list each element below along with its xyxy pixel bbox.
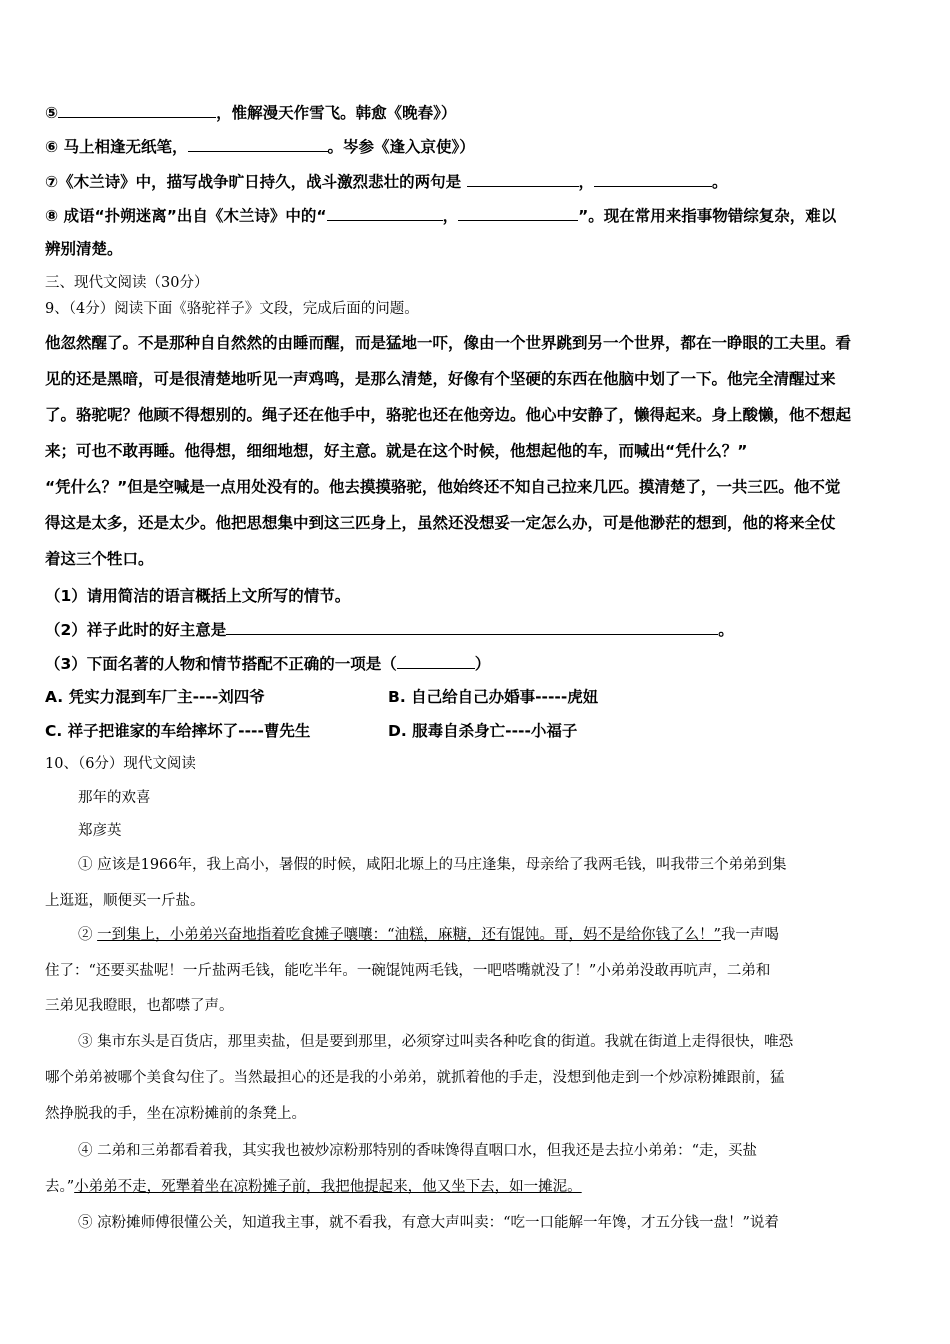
- paragraph-line: ④ 二弟和三弟都看着我，其实我也被炒凉粉那特别的香味馋得直咽口水，但我还是去拉小弟弟：“走，买盐: [78, 1143, 758, 1159]
- paragraph-line: 上逛逛，顺便买一斤盐。: [45, 893, 205, 909]
- paragraph-line: ② 一到集上，小弟弟兴奋地指着吃食摊子嚷嚷：“油糕，麻糖，还有馄饨。哥，妈不是给你钱了么！”我一声喝: [78, 927, 779, 943]
- answer-blank[interactable]: [397, 652, 475, 669]
- paragraph-line: ① 应该是1966年，我上高小，暑假的时候，咸阳北塬上的马庄逢集，母亲给了我两毛钱，叫我带三个弟弟到集: [78, 857, 787, 873]
- q9-passage-line: “凭什么？”但是空喊是一点用处没有的。他去摸摸骆驼，他始终还不知自己拉来几匹。摸清楚了，一共三匹。他不觉: [45, 478, 841, 496]
- q9-passage-line: 他忽然醒了。不是那种自自然然的由睡而醒，而是猛地一吓，像由一个世界跳到另一个世界，都在一睁眼的工夫里。看: [45, 334, 852, 352]
- answer-blank[interactable]: [188, 135, 328, 152]
- paragraph-line: 哪个弟弟被哪个美食勾住了。当然最担心的还是我的小弟弟，就抓着他的手走，没想到他走到一个炒凉粉摊跟前，猛: [45, 1070, 785, 1086]
- q9-passage-line: 得这是太多，还是太少。他把思想集中到这三匹身上，虽然还没想妥一定怎么办，可是他渺茫的想到，他的将来全仗: [45, 514, 836, 532]
- poetry-line-5: ⑤ ，惟解漫天作雪飞。韩愈《晚春》）: [45, 101, 456, 124]
- q9-header: 9、（4分）阅读下面《骆驼祥子》文段，完成后面的问题。: [45, 301, 419, 317]
- q9-sub2: （2）祥子此时的好主意是 。: [45, 618, 734, 641]
- answer-blank[interactable]: [458, 204, 578, 221]
- answer-blank[interactable]: [58, 101, 216, 118]
- paragraph-line: 去。”小弟弟不走，死犟着坐在凉粉摊子前，我把他提起来，他又坐下去，如一摊泥。: [45, 1179, 582, 1195]
- q9-passage-line: 见的还是黑暗，可是很清楚地听见一声鸡鸣，是那么清楚，好像有个坚硬的东西在他脑中划了一下。他完全清醒过来: [45, 370, 836, 388]
- q9-sub3: （3）下面名著的人物和情节搭配不正确的一项是（ ）: [45, 652, 490, 675]
- paragraph-line: 三弟见我瞪眼，也都噤了声。: [45, 998, 234, 1014]
- underlined-sentence: 一到集上，小弟弟兴奋地指着吃食摊子嚷嚷：“油糕，麻糖，还有馄饨。哥，妈不是给你钱了么！”: [97, 927, 721, 943]
- answer-blank[interactable]: [594, 170, 712, 187]
- section-title: 三、现代文阅读（30分）: [45, 275, 209, 291]
- answer-blank[interactable]: [467, 170, 579, 187]
- answer-blank[interactable]: [327, 204, 443, 221]
- paragraph-line: 然挣脱我的手，坐在凉粉摊前的条凳上。: [45, 1106, 306, 1122]
- q9-passage-line: 着这三个牲口。: [45, 550, 154, 568]
- paragraph-line: 住了：“还要买盐呢！一斤盐两毛钱，能吃半年。一碗馄饨两毛钱，一吧嗒嘴就没了！”小弟弟没敢再吭声，二弟和: [45, 963, 771, 979]
- poetry-line-8: ⑧ 成语“扑朔迷离”出自《木兰诗》中的“ ， ”。现在常用来指事物错综复杂，难以: [45, 204, 836, 227]
- underlined-sentence: 小弟弟不走，死犟着坐在凉粉摊子前，我把他提起来，他又坐下去，如一摊泥。: [74, 1179, 582, 1195]
- option-a: A. 凭实力混到车厂主----刘四爷: [45, 688, 265, 706]
- poetry-line-7: ⑦《木兰诗》中，描写战争旷日持久，战斗激烈悲壮的两句是 ， 。: [45, 170, 728, 193]
- article-author: 郑彦英: [78, 823, 122, 839]
- q9-passage-line: 来；可也不敢再睡。他得想，细细地想，好主意。就是在这个时候，他想起他的车，而喊出“凭什么？”: [45, 442, 748, 460]
- q9-passage-line: 了。骆驼呢？他顾不得想别的。绳子还在他手中，骆驼也还在他旁边。他心中安静了，懒得起来。身上酸懒，他不想起: [45, 406, 852, 424]
- option-d: D. 服毒自杀身亡----小福子: [388, 722, 578, 740]
- article-title: 那年的欢喜: [78, 790, 151, 806]
- poetry-line-8-cont: 辨别清楚。: [45, 240, 123, 258]
- paragraph-line: ③ 集市东头是百货店，那里卖盐，但是要到那里，必须穿过叫卖各种吃食的街道。我就在街道上走得很快，唯恐: [78, 1034, 794, 1050]
- option-c: C. 祥子把谁家的车给摔坏了----曹先生: [45, 722, 311, 740]
- answer-blank[interactable]: [226, 618, 718, 635]
- paragraph-line: ⑤ 凉粉摊师傅很懂公关，知道我主事，就不看我，有意大声叫卖：“吃一口能解一年馋，才五分钱一盘！”说着: [78, 1215, 779, 1231]
- option-b: B. 自己给自己办婚事-----虎妞: [388, 688, 599, 706]
- q10-header: 10、（6分）现代文阅读: [45, 756, 196, 772]
- poetry-line-6: ⑥ 马上相逢无纸笔， 。岑参《逢入京使》）: [45, 135, 475, 158]
- q9-sub1: （1）请用简洁的语言概括上文所写的情节。: [45, 587, 351, 605]
